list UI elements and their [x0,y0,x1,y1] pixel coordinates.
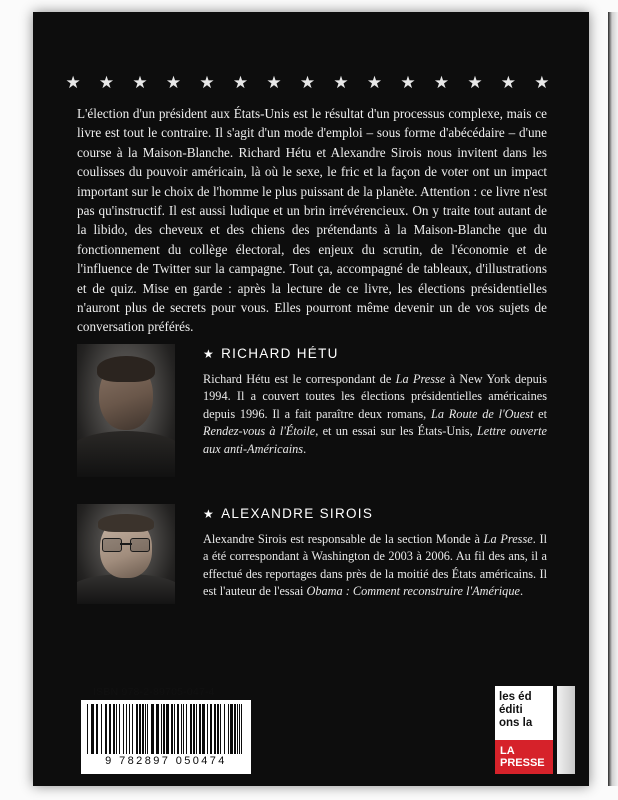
book-page-edge [608,12,618,786]
barcode [81,700,251,774]
star-icon: ★ [203,507,216,521]
imprint-logo-line2: PRESSE [500,757,545,769]
page-block-edge [557,686,575,774]
publisher-logo-line1: les éd [499,691,532,703]
barcode-bars [87,704,245,754]
author-name-label: RICHARD HÉTU [221,346,339,361]
star-icon: ★ [203,347,216,361]
author-name-heading [203,506,547,521]
author-name-heading [203,346,547,361]
imprint-logo-line1: LA [500,745,515,757]
glasses-icon [101,538,151,550]
author-bio-2: Alexandre Sirois est responsable de la section Monde à La Presse. Il a été correspondant à Washington de 2003 à 2006. Au fil des ans, il a effectué des reportages dans près de la moitié des États américains. Il est l'auteur de l'essai Obama : Comment reconstruire l'Amérique. [203,532,547,599]
back-cover-blurb: L'élection d'un président aux États-Unis est le résultat d'un processus complexe, mais ce livre est tout le contraire. Il s'agit d'un mode d'emploi – sous forme d'abécédaire – d'une course à la Maison-Blanche. Richard Hétu et Alexandre Sirois nous invitent dans les coulisses du pouvoir américain, là où le sexe, le fric et la façon de voter ont un impact important sur le choix de l'homme le plus puissant de la planète. Attention : ce livre n'est pas qu'instructif. Il est aussi ludique et un brin irrévérencieux. On y traite tout autant de la libido, des cheveux et des chiens des prétendants à la Maison-Blanche que du fonctionnement du collège électoral, des enjeux du scrutin, de l'économie et de l'influence de Twitter sur la campagne. Tout ça, accompagné de tableaux, d'illustrations et de quiz. Mise en garde : après la lecture de ce livre, les élections présidentielles n'auront plus de secrets pour vous. Elles pourront même devenir un de vos sujets de conversation préférés. [77,106,547,335]
author-text-block [203,504,547,601]
stars-decoration: ★ ★ ★ ★ ★ ★ ★ ★ ★ ★ ★ ★ ★ ★ ★ [65,73,557,92]
publisher-logo [495,686,553,740]
author-name-label: ALEXANDRE SIROIS [221,506,374,521]
portrait-richard-hetu [77,344,175,477]
author-bio-1: Richard Hétu est le correspondant de La Presse à New York depuis 1994. Il a couvert toutes les élections présidentielles américaines depuis 1996. Il a fait paraître deux romans, La Route de l'Ouest et Rendez-vous à l'Étoile, et un essai sur les États-Unis, Lettre ouverte aux anti-Américains. [203,372,548,456]
imprint-logo [495,740,553,774]
portrait-alexandre-sirois [77,504,175,604]
author-text-block [203,344,547,458]
publisher-logo-line3: ons la [499,717,533,729]
book-back-cover [33,12,589,786]
publisher-logo-line2: éditi [499,704,523,716]
barcode-digits: 9 782897 050474 [105,755,227,767]
isbn-label: ISBN 978-2-89705-047-4 [93,686,215,698]
